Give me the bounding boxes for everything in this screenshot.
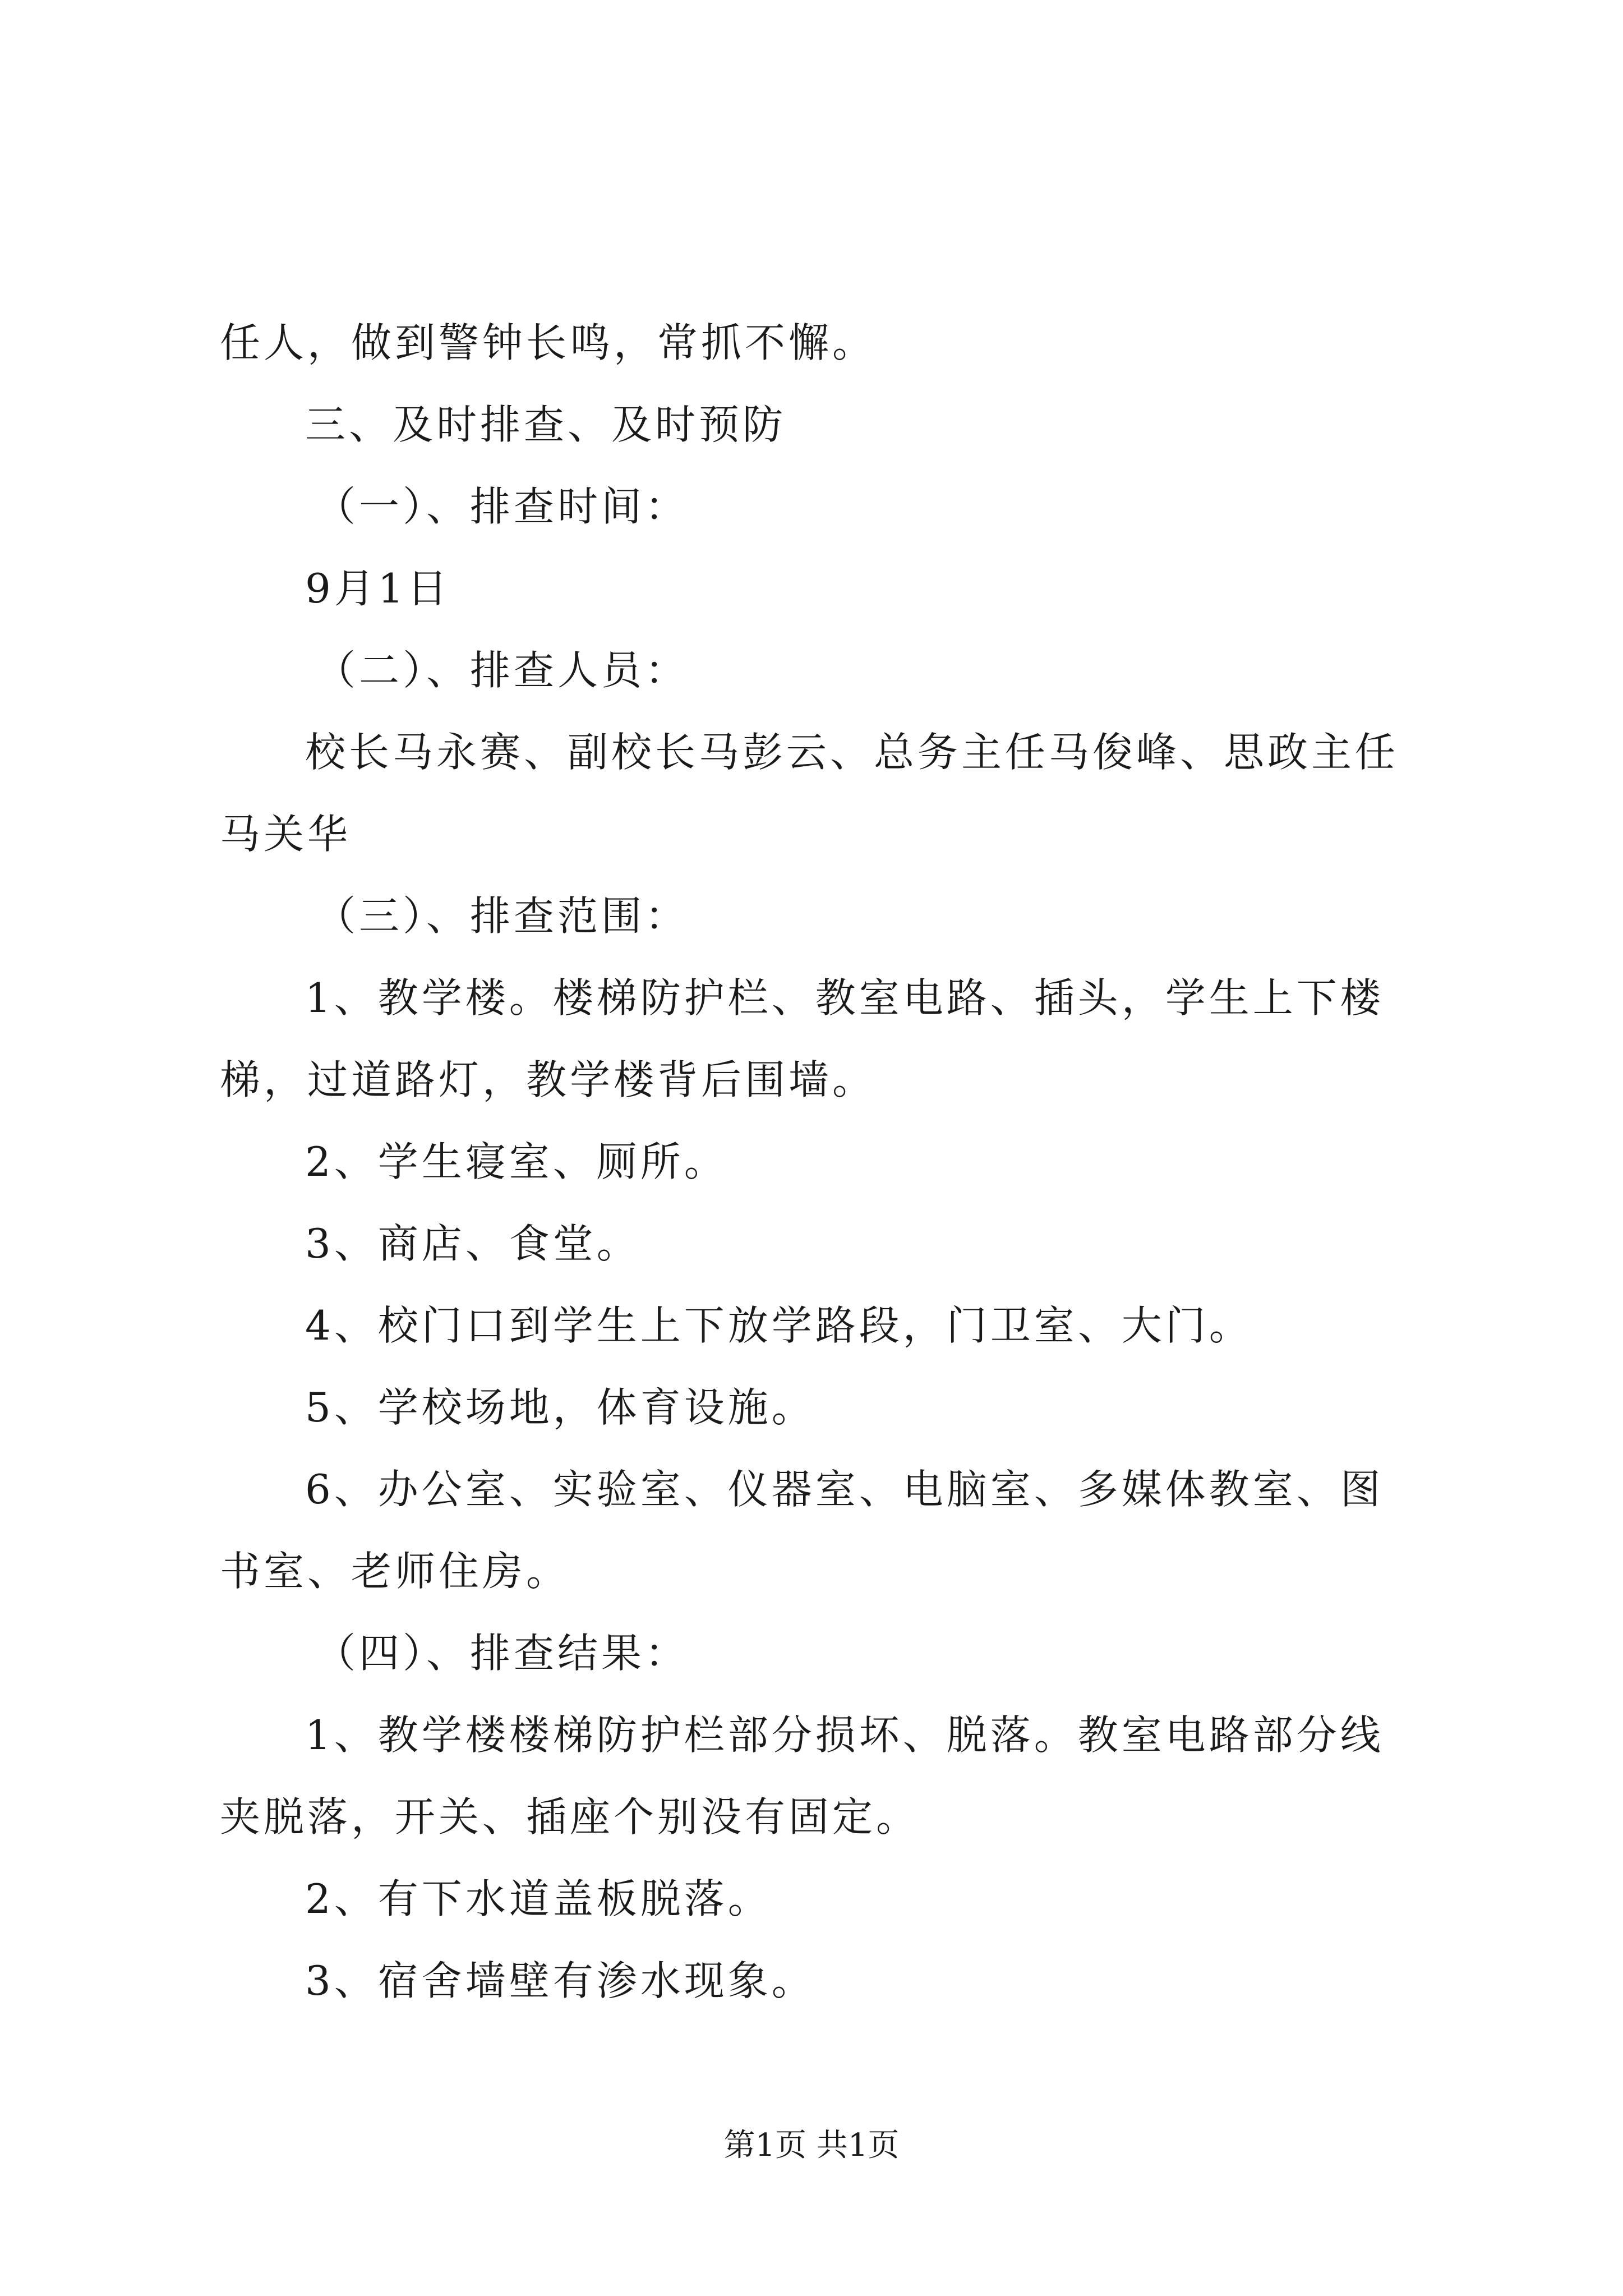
paragraph-16: 3、宿舍墙壁有渗水现象。	[305, 1957, 815, 2004]
document-body	[220, 302, 1420, 2022]
paragraph-11: 5、学校场地，体育设施。	[305, 1384, 815, 1431]
paragraph-13: （四）、排查结果：	[315, 1630, 689, 1677]
paragraph-4: （二）、排查人员：	[315, 647, 689, 694]
paragraph-10: 4、校门口到学生上下放学路段，门卫室、大门。	[305, 1302, 1253, 1349]
paragraph-0: 任人，做到警钟长鸣，常抓不懈。	[220, 319, 877, 366]
paragraph-3: 9月1日	[305, 565, 451, 612]
paragraph-15: 2、有下水道盖板脱落。	[305, 1875, 772, 1922]
paragraph-7: 1、教学楼。楼梯防护栏、教室电路、插头，学生上下楼梯，过道路灯，教学楼背后围墙。	[220, 974, 1384, 1103]
paragraph-2: （一）、排查时间：	[315, 483, 689, 530]
paragraph-14: 1、教学楼楼梯防护栏部分损坏、脱落。教室电路部分线夹脱落，开关、插座个别没有固定。	[220, 1711, 1384, 1841]
paragraph-8: 2、学生寝室、厕所。	[305, 1138, 728, 1185]
paragraph-9: 3、商店、食堂。	[305, 1220, 640, 1267]
paragraph-1: 三、及时排查、及时预防	[305, 401, 787, 448]
paragraph-6: （三）、排查范围：	[315, 892, 689, 940]
page-footer: 第1页 共1页	[723, 2127, 900, 2164]
paragraph-5: 校长马永赛、副校长马彭云、总务主任马俊峰、思政主任马关华	[220, 729, 1399, 858]
paragraph-12: 6、办公室、实验室、仪器室、电脑室、多媒体教室、图书室、老师住房。	[220, 1466, 1384, 1595]
